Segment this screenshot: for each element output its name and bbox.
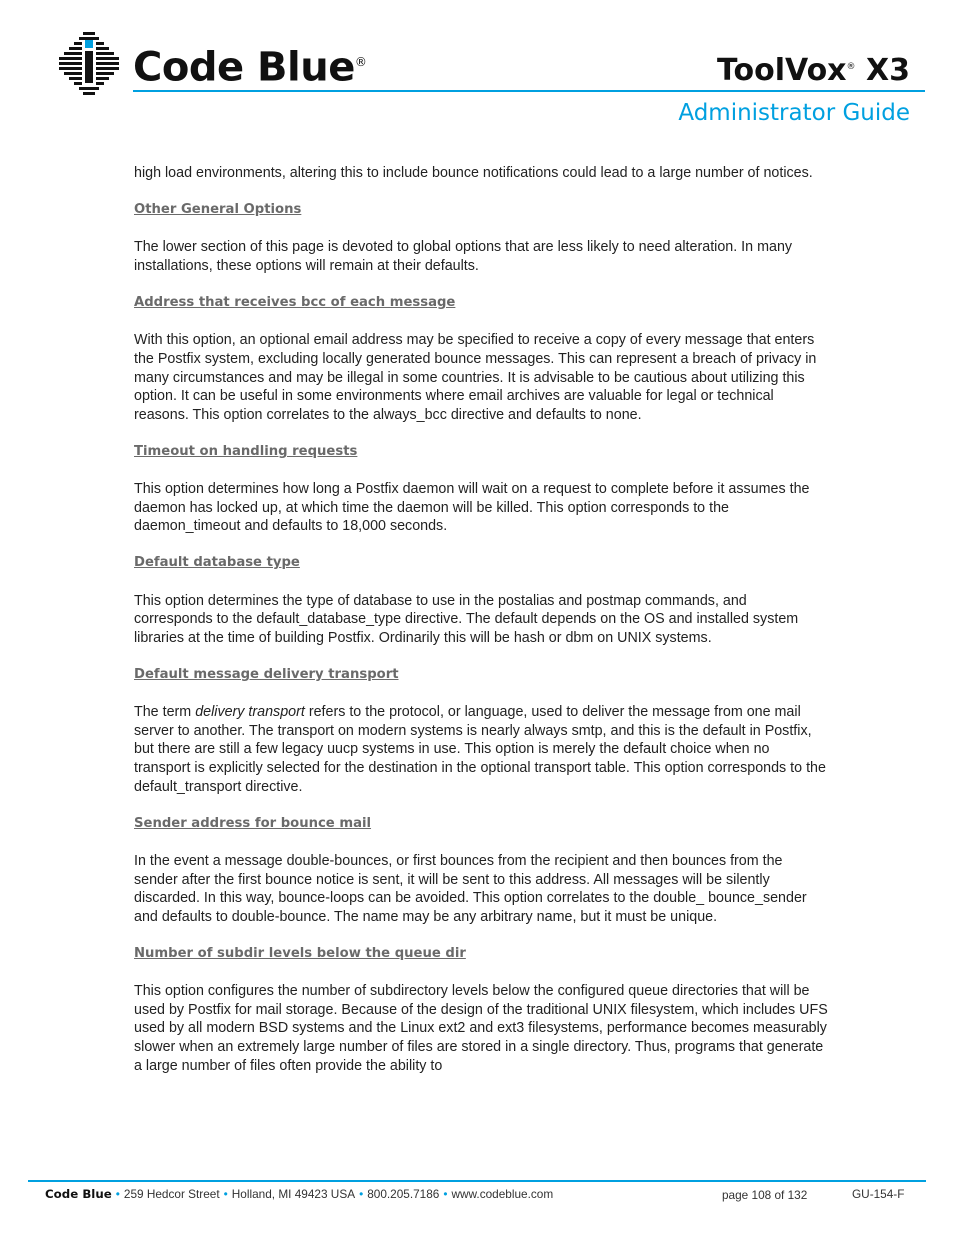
code-blue-logo-icon — [57, 31, 121, 95]
paragraph: With this option, an optional email address may be specified to receive a copy of every message that enters the Postfix system, excluding locally generated bounce messages. This can represent a breach of privacy in many circumstances and may be illegal in some countries. It is advisable to be cautious about utilizing this option. It can be useful in some environments where email archives are valuable for legal or technical reasons. This option correlates to the always_bcc directive and defaults to none. — [134, 332, 817, 423]
brand-name: Code Blue® — [133, 44, 367, 91]
paragraph: The lower section of this page is devoted to global options that are less likely to need alteration. In many installations, these options will remain at their defaults. — [134, 239, 793, 274]
paragraph: This option configures the number of subdirectory levels below the configured queue directories that will be used by Postfix for mail storage. Because of the design of the traditional UNIX filesystem, which includes UFS used by all modern BSD systems and the Linux ext2 and ext3 filesystems, performance becomes measurably slower when an extremely large number of files are stored in a single directory. Thus, programs that generate a large number of files often provide the ability to — [134, 983, 828, 1074]
document-id: GU-154-F — [852, 1187, 905, 1201]
paragraph: The term delivery transport refers to the protocol, or language, used to deliver the message from one mail server to another. The transport on modern systems is nearly always smtp, and this is the default in Postfix, but there are still a few legacy uucp systems in use. This option is merely the default choice when no transport is explicitly selected for the destination in the optional transport table. This option corresponds to the default_transport directive. — [134, 704, 826, 795]
section-heading: Timeout on handling requests — [134, 443, 358, 459]
footer-street: 259 Hedcor Street — [123, 1187, 220, 1201]
document-body — [134, 164, 829, 1094]
section-heading: Sender address for bounce mail — [134, 815, 372, 831]
paragraph: This option determines how long a Postfix daemon will wait on a request to complete before it assumes the daemon has locked up, at which time the daemon will be killed. This option corresponds to the daemon_timeout and defaults to 18,000 seconds. — [134, 481, 810, 535]
section-heading: Address that receives bcc of each message — [134, 295, 456, 311]
footer-website[interactable]: www.codeblue.com — [451, 1187, 554, 1201]
document-subtitle: Administrator Guide — [678, 100, 910, 126]
page-number: page 108 of 132 — [722, 1188, 808, 1202]
section-heading: Default database type — [134, 555, 300, 571]
footer-separator: • — [223, 1187, 228, 1201]
footer-city: Holland, MI 49423 USA — [231, 1187, 356, 1201]
footer-brand: Code Blue — [45, 1187, 112, 1201]
header-divider — [133, 90, 925, 92]
footer-phone: 800.205.7186 — [367, 1187, 440, 1201]
paragraph: In the event a message double-bounces, or first bounces from the recipient and then bounces from the sender after the first bounce notice is sent, it will be sent to this address. All messages will be silently discarded. In this way, bounce-loops can be avoided. This option correlates to the double_ bounce_sender and defaults to double-bounce. The name may be any arbitrary name, but it must be unique. — [134, 852, 807, 925]
footer-separator: • — [443, 1187, 448, 1201]
footer-separator: • — [359, 1187, 364, 1201]
emphasis: delivery transport — [195, 704, 305, 721]
footer-separator: • — [115, 1187, 120, 1201]
paragraph: high load environments, altering this to include bounce notifications could lead to a large number of notices. — [134, 165, 813, 181]
footer-divider — [28, 1180, 926, 1182]
section-heading: Other General Options — [134, 202, 302, 218]
section-heading: Number of subdir levels below the queue dir — [134, 945, 466, 961]
section-heading: Default message delivery transport — [134, 667, 399, 683]
paragraph: This option determines the type of database to use in the postalias and postmap commands, and corresponds to the default_database_type directive. The default depends on the OS and installed system libraries at the time of building Postfix. Ordinarily this will be hash or dbm on UNIX systems. — [134, 592, 799, 646]
product-title: ToolVox® X3 — [717, 53, 910, 88]
footer-address — [45, 1186, 553, 1202]
